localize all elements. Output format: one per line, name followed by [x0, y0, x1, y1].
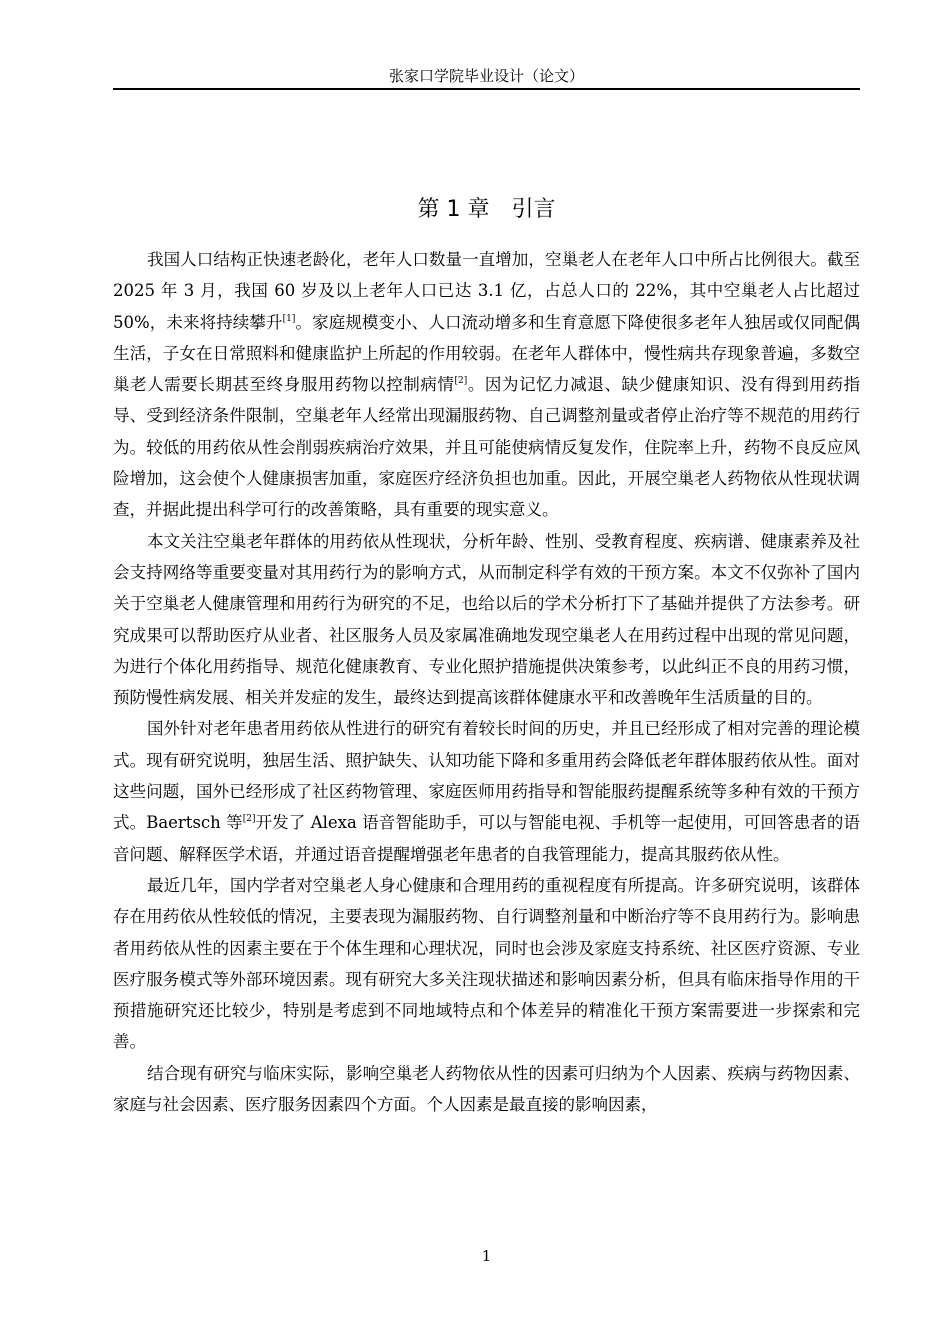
running-header: 张家口学院毕业设计（论文）: [388, 67, 584, 85]
text-segment: 国外针对老年患者用药依从性进行的研究有着较长时间的历史，并且已经形成了相对完善的理论模式。现有研究说明，独居生活、照护缺失、认知功能下降和多重用药会降低老年群体服药依从性。面对这些问题，国外已经形成了社区药物管理、家庭医师用药指导和智能服药提醒系统等多种有效的干预方式。Baertsch 等: [113, 719, 860, 833]
paragraph-2: [113, 526, 860, 714]
body-text: [113, 244, 860, 1120]
paragraph-4: [113, 870, 860, 1058]
citation-ref: [2]: [454, 376, 468, 387]
citation-ref: [2]: [242, 814, 256, 825]
citation-ref: [1]: [282, 313, 296, 324]
text-segment: 结合现有研究与临床实际，影响空巢老人药物依从性的因素可归纳为个人因素、疾病与药物因素、家庭与社会因素、医疗服务因素四个方面。个人因素是最直接的影响因素，: [113, 1063, 860, 1115]
text-segment: 。家庭规模变小、人口流动增多和生育意愿下降使很多老年人独居或仅同配偶生活，子女在日常照料和健康监护上所起的作用较弱。在老年人群体中，慢性病共存现象普遍，多数空巢老人需要长期甚至终身服用药物以控制病情: [113, 312, 860, 395]
text-segment: 最近几年，国内学者对空巢老人身心健康和合理用药的重视程度有所提高。许多研究说明，该群体存在用药依从性较低的情况，主要表现为漏服药物、自行调整剂量和中断治疗等不良用药行为。影响患者用药依从性的因素主要在于个体生理和心理状况，同时也会涉及家庭支持系统、社区医疗资源、专业医疗服务模式等外部环境因素。现有研究大多关注现状描述和影响因素分析，但具有临床指导作用的干预措施研究还比较少，特别是考虑到不同地域特点和个体差异的精准化干预方案需要进一步探索和完善。: [113, 875, 860, 1052]
chapter-title: [113, 195, 860, 225]
page-number: 1: [481, 1247, 492, 1265]
header-rule: [113, 88, 860, 90]
chapter-name: 引言: [511, 196, 556, 222]
text-segment: 开发了 Alexa 语音智能助手，可以与智能电视、手机等一起使用，可回答患者的语音问题、解释医学术语，并通过语音提醒增强老年患者的自我管理能力，提高其服药依从性。: [113, 813, 860, 864]
paragraph-3: [113, 713, 860, 869]
paragraph-5: [113, 1058, 860, 1121]
chapter-number: 第 1 章: [417, 196, 490, 222]
text-segment: 我国人口结构正快速老龄化，老年人口数量一直增加，空巢老人在老年人口中所占比例很大。截至 2025 年 3 月，我国 60 岁及以上老年人口已达 3.1 亿，占总人口的 22%，其中空巢老人占比超过 50%，未来将持续攀升: [113, 250, 860, 332]
text-segment: 本文关注空巢老年群体的用药依从性现状，分析年龄、性别、受教育程度、疾病谱、健康素养及社会支持网络等重要变量对其用药行为的影响方式，从而制定科学有效的干预方案。本文不仅弥补了国内关于空巢老人健康管理和用药行为研究的不足，也给以后的学术分析打下了基础并提供了方法参考。研究成果可以帮助医疗从业者、社区服务人员及家属准确地发现空巢老人在用药过程中出现的常见问题，为进行个体化用药指导、规范化健康教育、专业化照护措施提供决策参考，以此纠正不良的用药习惯，预防慢性病发展、相关并发症的发生，最终达到提高该群体健康水平和改善晚年生活质量的目的。: [113, 531, 860, 708]
text-segment: 。因为记忆力减退、缺少健康知识、没有得到用药指导、受到经济条件限制，空巢老年人经常出现漏服药物、自己调整剂量或者停止治疗等不规范的用药行为。较低的用药依从性会削弱疾病治疗效果，并且可能使病情反复发作，住院率上升，药物不良反应风险增加，这会使个人健康损害加重，家庭医疗经济负担也加重。因此，开展空巢老人药物依从性现状调查，并据此提出科学可行的改善策略，具有重要的现实意义。: [113, 375, 861, 520]
paragraph-1: [113, 244, 860, 526]
